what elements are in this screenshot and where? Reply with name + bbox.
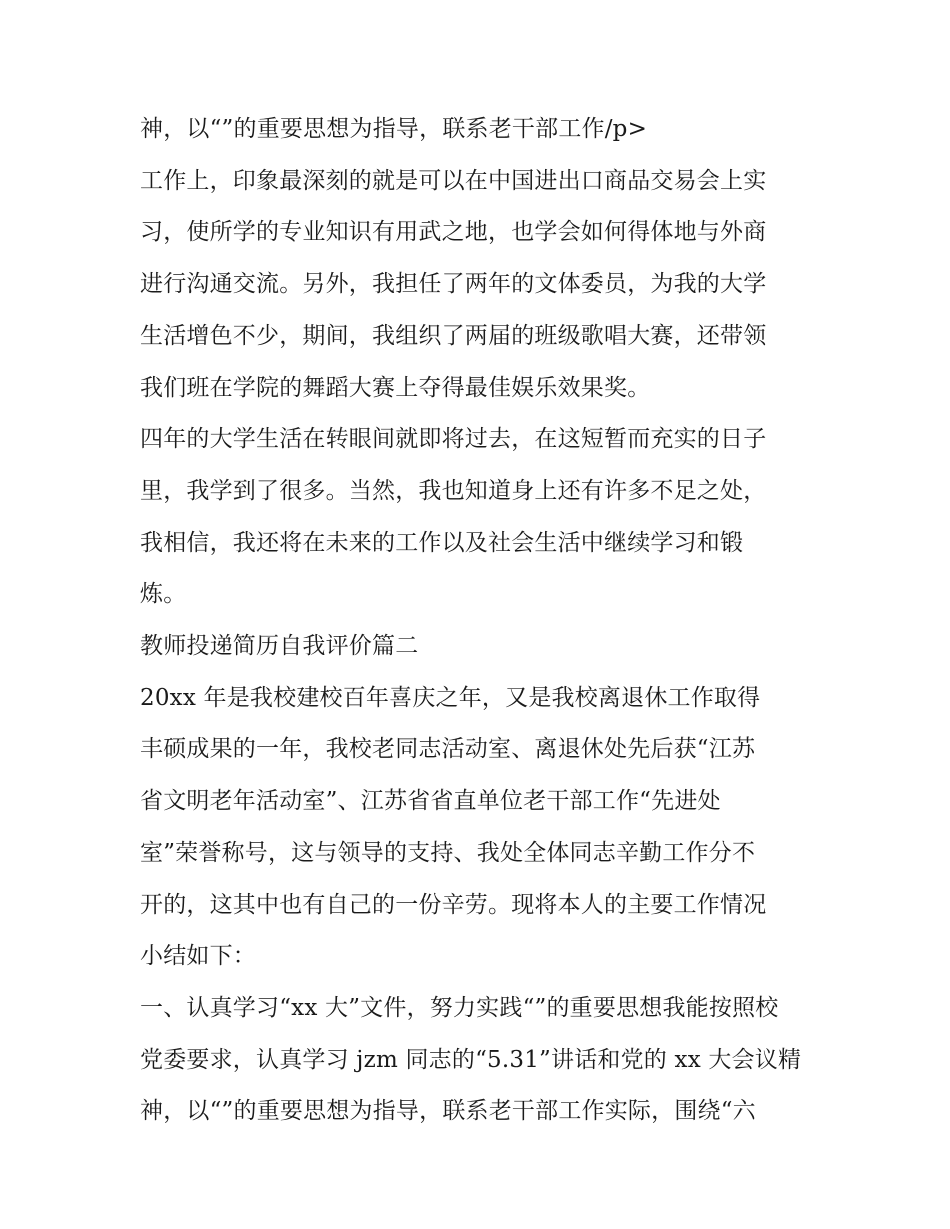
text-line: 炼。 (140, 581, 187, 608)
text-line: 神，以“”的重要思想为指导，联系老干部工作实际，围绕“六 (140, 1098, 756, 1125)
text-line: 丰硕成果的一年，我校老同志活动室、离退休处先后获“江苏 (140, 736, 756, 763)
text-line: 习，使所学的专业知识有用武之地，也学会如何得体地与外商 (140, 219, 767, 246)
section-heading: 教师投递简历自我评价篇二 (140, 633, 419, 660)
text-line: 党委要求，认真学习 jzm 同志的“5.31”讲话和党的 xx 大会议精 (140, 1046, 802, 1073)
text-line: 神，以“”的重要思想为指导，联系老干部工作/p> (140, 116, 648, 142)
text-line: 四年的大学生活在转眼间就即将过去，在这短暂而充实的日子 (140, 426, 767, 453)
text-line: 进行沟通交流。另外，我担任了两年的文体委员，为我的大学 (140, 271, 767, 298)
text-line: 一、认真学习“xx 大”文件，努力实践“”的重要思想我能按照校 (140, 994, 779, 1021)
text-line: 生活增色不少，期间，我组织了两届的班级歌唱大赛，还带领 (140, 322, 767, 349)
text-line: 我相信，我还将在未来的工作以及社会生活中继续学习和锻 (140, 529, 744, 556)
text-line: 省文明老年活动室”、江苏省省直单位老干部工作“先进处 (140, 788, 721, 815)
text-line: 工作上，印象最深刻的就是可以在中国进出口商品交易会上实 (140, 167, 767, 194)
text-line: 室”荣誉称号，这与领导的支持、我处全体同志辛勤工作分不 (140, 839, 756, 866)
text-line: 我们班在学院的舞蹈大赛上夺得最佳娱乐效果奖。 (140, 374, 651, 401)
text-line: 20xx 年是我校建校百年喜庆之年，又是我校离退休工作取得 (140, 684, 761, 711)
text-line: 开的，这其中也有自己的一份辛劳。现将本人的主要工作情况 (140, 891, 767, 918)
text-line: 里，我学到了很多。当然，我也知道身上还有许多不足之处， (140, 477, 767, 504)
document-body (140, 104, 820, 1138)
text-line: 小结如下： (140, 943, 256, 970)
